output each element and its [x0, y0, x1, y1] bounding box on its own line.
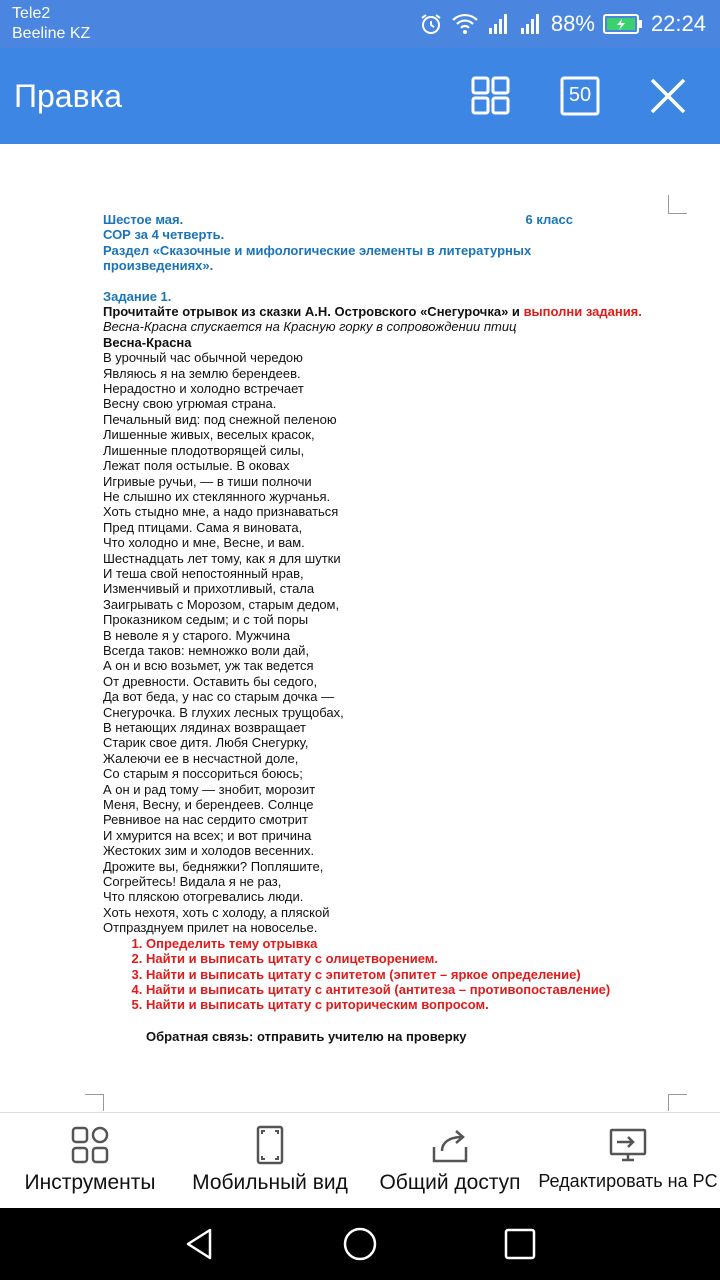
poem-line: Игривые ручьи, — в тиши полночи [103, 473, 312, 489]
mobile-view-label: Мобильный вид [192, 1171, 348, 1194]
task-item: 4. Найти и выписать цитату с антитезой (антитеза – противопоставление) [146, 982, 663, 997]
page-corner-mark [668, 1094, 687, 1111]
task-item: 1. Определить тему отрывка [146, 936, 663, 951]
speaker-name: Весна-Красна [103, 334, 192, 350]
poem-line: А он и рад тому — знобит, морозит [103, 781, 316, 797]
page-count-label: 50 [568, 84, 592, 106]
poem-line: Дрожите вы, бедняжки? Попляшите, [103, 858, 324, 874]
poem-line: Меня, Весну, и берендеев. Солнце [103, 797, 314, 813]
battery-percent: 88% [550, 11, 595, 36]
poem-line: Отпразднуем прилет на новоселье. [103, 920, 318, 936]
poem-line: Пред птицами. Сама я виновата, [103, 519, 303, 535]
poem-line: Лишенные живых, веселых красок, [103, 427, 315, 443]
home-button[interactable] [340, 1224, 380, 1264]
poem-line: Да вот беда, у нас со старым дочка — [103, 689, 335, 705]
edit-on-pc-button[interactable] [538, 1113, 718, 1209]
poem-line: Всегда таков: немножко воли дай, [103, 642, 310, 658]
poem-line: Жалеючи ее в несчастной доле, [103, 750, 299, 766]
poem-line: Старик свое дитя. Любя Снегурку, [103, 735, 309, 751]
poem-line: Весну свою угрюмая страна. [103, 396, 277, 412]
app-title: Правка [14, 78, 123, 114]
poem-line: Согрейтесь! Видала я не раз, [103, 874, 282, 890]
recents-icon [500, 1224, 540, 1264]
alarm-icon [419, 12, 443, 36]
poem-line: Не слышно их стеклянного журчанья. [103, 488, 331, 504]
battery-charging-icon [603, 13, 643, 35]
instruction-red: выполни задания. [523, 304, 642, 320]
grid-view-button[interactable] [466, 72, 514, 120]
task-item: 5. Найти и выписать цитату с риторическим вопросом. [146, 997, 663, 1012]
tools-icon [70, 1125, 110, 1165]
grade-label: 6 класс [525, 212, 573, 227]
sor-line: СОР за 4 четверть. [103, 227, 225, 243]
poem-line: И хмурится на всех; и вот причина [103, 827, 312, 843]
instruction-text: Прочитайте отрывок из сказки А.Н. Островского «Снегурочка» и [103, 304, 520, 320]
poem-line: В нетающих лядинах возвращает [103, 720, 306, 735]
edit-on-pc-icon [608, 1125, 648, 1165]
date-line: Шестое мая. [103, 212, 184, 227]
poem-line: Изменчивый и прихотливый, стала [103, 581, 315, 597]
section-line: Раздел «Сказочные и мифологические элементы в литературных [103, 242, 532, 258]
poem-line: Нерадостно и холодно встречает [103, 381, 304, 397]
back-icon [180, 1224, 220, 1264]
close-icon [644, 72, 692, 120]
poem-line: В неволе я у старого. Мужчина [103, 627, 291, 643]
document-page[interactable] [0, 144, 720, 1112]
poem-line: Заигрывать с Морозом, старым дедом, [103, 596, 340, 612]
poem-line: Являюсь я на землю берендеев. [103, 365, 301, 381]
page-corner-mark [85, 1094, 104, 1111]
page-corner-mark [668, 195, 687, 214]
wifi-icon [451, 12, 479, 36]
poem-line: От древности. Оставить бы седого, [103, 673, 318, 689]
share-icon [430, 1125, 470, 1165]
poem-line: А он и всю возьмет, уж так ведется [103, 658, 314, 674]
back-button[interactable] [180, 1224, 220, 1264]
bottom-toolbar [0, 1112, 720, 1209]
poem-line: Лишенные плодотворящей силы, [103, 442, 305, 458]
tools-label: Инструменты [24, 1171, 156, 1194]
stage-direction: Весна-Красна спускается на Красную горку в сопровождении птиц [103, 319, 517, 335]
poem-line: Хоть стыдно мне, а надо признаваться [103, 504, 339, 520]
page-count-button[interactable] [556, 72, 604, 120]
document-content [103, 212, 663, 1044]
poem-line: Что холодно и мне, Весне, и вам. [103, 535, 305, 551]
poem-line: Жестоких зим и холодов весенних. [103, 843, 315, 859]
grid-icon [466, 72, 514, 120]
poem-line: Печальный вид: под снежной пеленою [103, 411, 337, 427]
close-button[interactable] [644, 72, 692, 120]
poem-line: Лежат поля остылые. В оковах [103, 458, 290, 474]
tools-button[interactable] [10, 1113, 170, 1209]
feedback-note: Обратная связь: отправить учителю на проверку [146, 1028, 467, 1044]
share-button[interactable] [370, 1113, 530, 1209]
share-label: Общий доступ [379, 1171, 521, 1194]
recents-button[interactable] [500, 1224, 540, 1264]
signal-icon-2 [519, 12, 543, 36]
poem-line: Хоть нехотя, хоть с холоду, а пляской [103, 904, 330, 920]
poem-line: Проказником седым; и с той поры [103, 612, 309, 628]
poem-line: В урочный час обычной чередою [103, 350, 303, 366]
navigation-bar [0, 1208, 720, 1280]
task-list [103, 936, 663, 1013]
home-icon [340, 1224, 380, 1264]
poem-line: Шестнадцать лет тому, как я для шутки [103, 550, 341, 566]
section-line-cont: произведениях». [103, 258, 214, 274]
carrier-1: Tele2 [12, 5, 51, 22]
task-item: 3. Найти и выписать цитату с эпитетом (эпитет – яркое определение) [146, 967, 663, 982]
status-bar [0, 0, 720, 48]
task-item: 2. Найти и выписать цитату с олицетворением. [146, 951, 663, 966]
mobile-view-icon [250, 1125, 290, 1165]
carrier-info [12, 4, 90, 44]
poem-line: Что пляскою отогревались люди. [103, 889, 304, 905]
clock: 22:24 [650, 11, 706, 36]
signal-icon-1 [487, 12, 511, 36]
instruction [103, 304, 663, 319]
poem-line: Со старым я поссориться боюсь; [103, 766, 303, 782]
carrier-2: Beeline KZ [12, 25, 91, 42]
poem-line: Снегурочка. В глухих лесных трущобах, [103, 704, 344, 720]
poem-line: И теша свой непостоянный нрав, [103, 565, 304, 581]
app-bar [0, 48, 720, 144]
edit-on-pc-label: Редактировать на PC [538, 1171, 718, 1191]
task-title: Задание 1. [103, 288, 172, 304]
poem-line: Ревнивое на нас сердито смотрит [103, 812, 308, 828]
mobile-view-button[interactable] [180, 1113, 360, 1209]
poem [103, 350, 663, 935]
